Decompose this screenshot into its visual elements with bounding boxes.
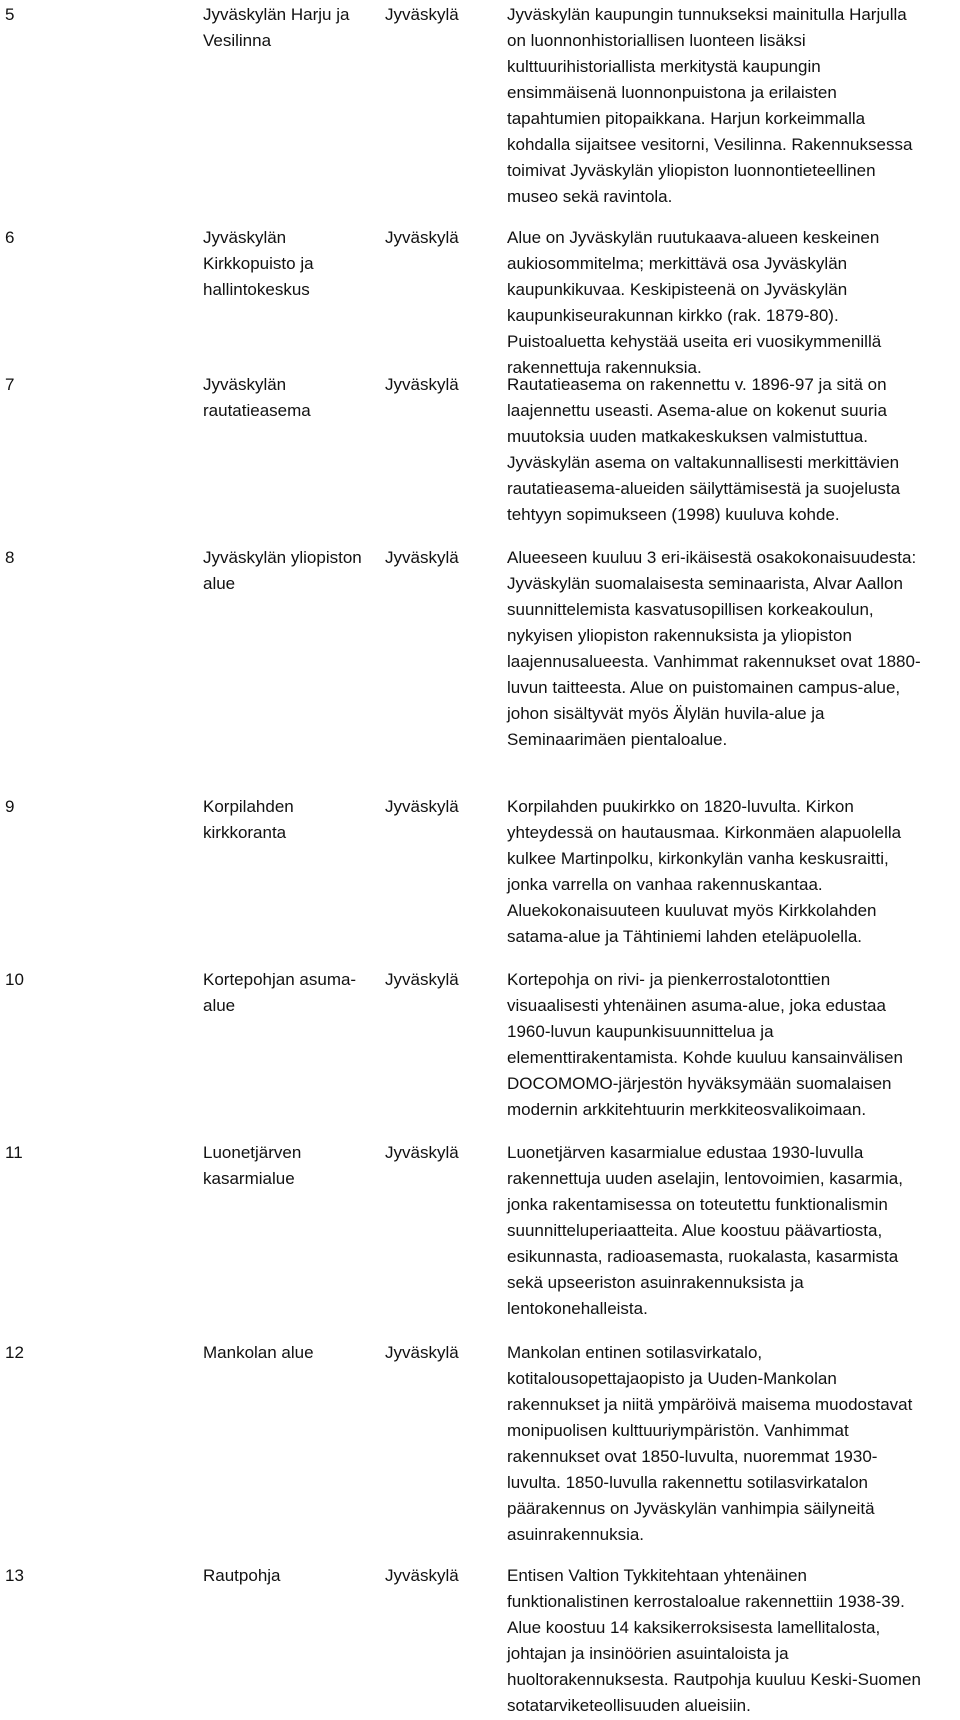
table-row — [0, 545, 960, 753]
site-description: Luonetjärven kasarmialue edustaa 1930-luvulla rakennettuja uuden aselajin, lentovoimien, kasarmia, jonka rakentamisessa on toteutettu funktionalismin suunnitteluperiaatteita. Alue koostuu päävartiosta, esikunnasta, radioasemasta, ruokalasta, kasarmista sekä upseeriston asuinrakennuksista ja lentokonehalleista. — [507, 1143, 903, 1318]
site-name: Mankolan alue — [203, 1343, 314, 1362]
site-description: Kortepohja on rivi- ja pienkerrostalotonttien visuaalisesti yhtenäinen asuma-alue, joka edustaa 1960-luvun kaupunkisuunnittelua ja elementtirakentamista. Kohde kuuluu kansainvälisen DOCOMOMO-järjestön hyväksymään suomalaisen modernin arkkitehtuurin merkkiteosvalikoimaan. — [507, 970, 903, 1119]
site-description: Rautatieasema on rakennettu v. 1896-97 ja sitä on laajennettu useasti. Asema-alue on kokenut suuria muutoksia uuden matkakeskuksen valmistuttua. Jyväskylän asema on valtakunnallisesti merkittävien rautatieasema-alueiden säilyttämisestä ja suojelusta tehtyyn sopimukseen (1998) kuuluva kohde. — [507, 375, 901, 524]
row-number: 9 — [5, 797, 15, 816]
municipality: Jyväskylä — [385, 1143, 459, 1162]
row-number: 12 — [5, 1343, 24, 1362]
municipality: Jyväskylä — [385, 548, 459, 567]
site-description: Alueeseen kuuluu 3 eri-ikäisestä osakokonaisuudesta: Jyväskylän suomalaisesta seminaarista, Alvar Aallon suunnittelemista kasvatusopillisen korkeakoulun, nykyisen yliopiston rakennuksista ja yliopiston laajennusalueesta. Vanhimmat rakennukset ovat 1880- luvun taitteesta. Alue on puistomainen campus-alue, johon sisältyvät myös Älylän huvila-alue ja Seminaarimäen pientaloalue. — [507, 548, 921, 749]
site-description: Entisen Valtion Tykkitehtaan yhtenäinen funktionalistinen kerrostaloalue rakennettiin 1938-39. Alue koostuu 14 kaksikerroksisesta lamellitalosta, johtajan ja insinöörien asuintaloista ja huoltorakennuksesta. Rautpohja kuuluu Keski-Suomen sotatarviketeollisuuden alueisiin. — [507, 1566, 921, 1715]
row-number: 11 — [5, 1143, 23, 1162]
municipality: Jyväskylä — [385, 970, 459, 989]
row-number: 10 — [5, 970, 24, 989]
municipality: Jyväskylä — [385, 375, 459, 394]
row-number: 13 — [5, 1566, 24, 1585]
site-name: Rautpohja — [203, 1566, 281, 1585]
site-name: Luonetjärven kasarmialue — [203, 1143, 302, 1188]
site-description: Jyväskylän kaupungin tunnukseksi mainitulla Harjulla on luonnonhistoriallisen luonteen lisäksi kulttuurihistoriallista merkitystä kaupungin ensimmäisenä luonnonpuistona ja erilaisten tapahtumien pitopaikkana. Harjun korkeimmalla kohdalla sijaitsee vesitorni, Vesilinna. Rakennuksessa toimivat Jyväskylän yliopiston luonnontieteellinen museo sekä ravintola. — [507, 5, 913, 206]
site-name: Jyväskylän Kirkkopuisto ja hallintokeskus — [203, 228, 314, 299]
site-name: Jyväskylän rautatieasema — [203, 375, 311, 420]
municipality: Jyväskylä — [385, 1343, 459, 1362]
site-name: Kortepohjan asuma-alue — [203, 970, 357, 1015]
site-description: Alue on Jyväskylän ruutukaava-alueen keskeinen aukiosommitelma; merkittävä osa Jyväskylän kaupunkikuvaa. Keskipisteenä on Jyväskylän kaupunkiseurakunnan kirkko (rak. 1879-80). Puistoaluetta kehystää useita eri vuosikymmenillä rakennettuja rakennuksia. — [507, 228, 882, 377]
municipality: Jyväskylä — [385, 1566, 459, 1585]
row-number: 8 — [5, 548, 15, 567]
table-row — [0, 1563, 960, 1719]
site-description: Mankolan entinen sotilasvirkatalo, kotitalousopettajaopisto ja Uuden-Mankolan rakennukset ja niitä ympäröivä maisema muodostavat monipuolisen kulttuuriympäristön. Vanhimmat rakennukset ovat 1850-luvulta, nuoremmat 1930- luvulta. 1850-luvulla rakennettu sotilasvirkatalon päärakennus on Jyväskylän vanhimpia säilyneitä asuinrakennuksia. — [507, 1343, 913, 1544]
row-number: 6 — [5, 228, 15, 247]
municipality: Jyväskylä — [385, 228, 459, 247]
table-row — [0, 1140, 960, 1322]
table-row — [0, 1340, 960, 1548]
table-row — [0, 372, 960, 528]
table-row — [0, 967, 960, 1123]
municipality: Jyväskylä — [385, 797, 459, 816]
row-number: 5 — [5, 5, 15, 24]
row-number: 7 — [5, 375, 15, 394]
municipality: Jyväskylä — [385, 5, 459, 24]
site-name: Korpilahden kirkkoranta — [203, 797, 294, 842]
table-row — [0, 225, 960, 377]
table-row — [0, 2, 960, 210]
table-row — [0, 794, 960, 950]
site-name: Jyväskylän Harju ja Vesilinna — [203, 5, 350, 50]
site-name: Jyväskylän yliopiston alue — [203, 548, 362, 593]
site-description: Korpilahden puukirkko on 1820-luvulta. Kirkon yhteydessä on hautausmaa. Kirkonmäen alapuolella kulkee Martinpolku, kirkonkylän vanha keskusraitti, jonka varrella on vanhaa rakennuskantaa. Aluekokonaisuuteen kuuluvat myös Kirkkolahden satama-alue ja Tähtiniemi lahden eteläpuolella. — [507, 797, 902, 946]
